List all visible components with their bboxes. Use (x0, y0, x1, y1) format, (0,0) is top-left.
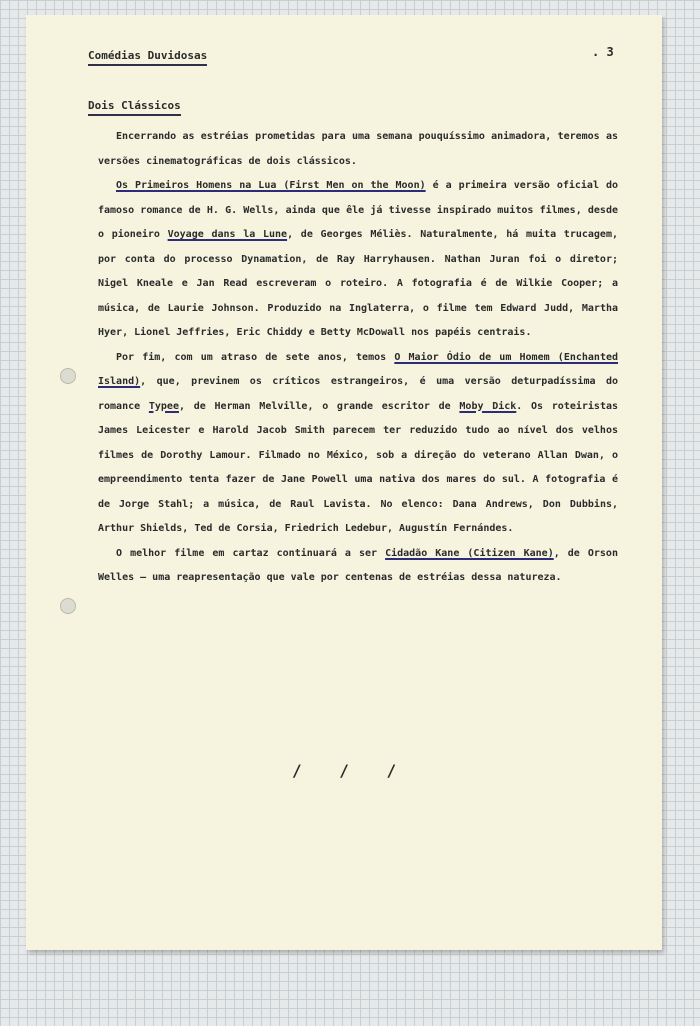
text-run: , de Herman Melville, o grande escritor de (178, 400, 460, 412)
paragraph (98, 542, 618, 591)
text-run: , de Georges Méliès. Naturalmente, há muita trucagem, por conta do processo Dynamation, de Ray Harryhausen. Nathan Juran foi o diretor; Nigel Kneale e Jan Read escreveram o roteiro. A fotografia é de Wilkie Cooper; a música, de Laurie Johnson. Produzido na Inglaterra, o filme tem Edward Judd, Martha Hyer, Lionel Jeffries, Eric Chiddy e Betty McDowall nos papéis centrais. (98, 229, 618, 338)
text-run: O melhor filme em cartaz continuará a ser (116, 547, 386, 559)
text-run: Por fim, com um atraso de sete anos, temos (116, 351, 395, 363)
typewritten-page (26, 15, 662, 950)
text-run: , de Orson Welles — uma reapresentação que vale por centenas de estréias dessa natureza. (98, 547, 618, 583)
punch-hole (60, 598, 76, 614)
underlined-title: O Maior Ódio de um Homem (Enchanted Island) (98, 351, 619, 387)
text-run: é a primeira versão oficial do famoso romance de H. G. Wells, ainda que êle já tivesse inspirado muitos filmes, desde o pioneiro (98, 180, 618, 240)
paragraph (98, 174, 618, 346)
underlined-title: Voyage dans la Lune (167, 229, 288, 240)
punch-hole (60, 368, 76, 384)
underlined-title: Moby Dick (459, 400, 517, 412)
text-run: , que, previnem os críticos estrangeiros, é uma versão deturpadíssima do romance (98, 376, 618, 412)
underlined-title: Typee (148, 400, 179, 412)
text-run: Encerrando as estréias prometidas para uma semana pouquíssimo animadora, teremos as versões cinematográficas de dois clássicos. (98, 131, 618, 167)
underlined-title: Cidadão Kane (Citizen Kane) (385, 547, 554, 559)
text-run: . Os roteiristas James Leicester e Harold Jacob Smith parecem ter reduzido tudo ao nível dos velhos filmes de Dorothy Lamour. Filmado no México, sob a direção do veterano Allan Dwan, o empreendimento tenta fazer de Jane Powell uma nativa dos mares do sul. A fotografia é de Jorge Stahl; a música, de Raul Lavista. No elenco: Dana Andrews, Don Dubbins, Arthur Shields, Ted de Corsia, Friedrich Ledebur, Augustín Fernándes. (98, 400, 619, 534)
end-mark: / / / (292, 761, 411, 780)
underlined-title: Os Primeiros Homens na Lua (First Men on the Moon) (116, 180, 426, 191)
paragraph (98, 125, 618, 174)
page-number: . 3 (592, 45, 614, 59)
paragraph (98, 346, 618, 542)
article-body (98, 125, 618, 591)
header-title: Comédias Duvidosas (88, 49, 207, 66)
section-title: Dois Clássicos (88, 99, 181, 116)
